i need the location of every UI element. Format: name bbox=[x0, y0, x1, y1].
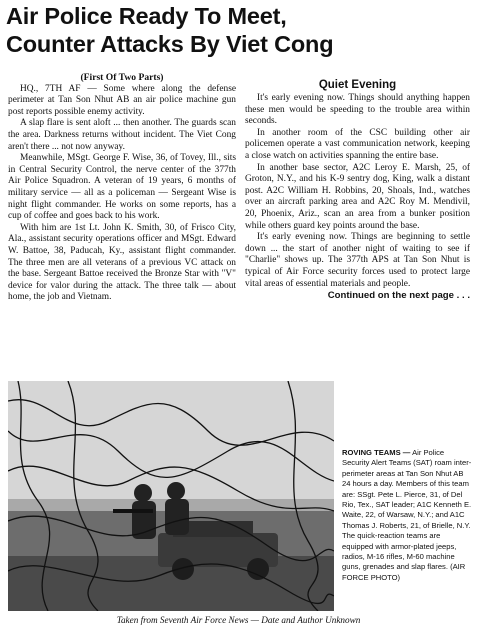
photo-illustration bbox=[8, 381, 334, 611]
caption-lead: ROVING TEAMS — bbox=[342, 448, 411, 457]
source-credit: Taken from Seventh Air Force News — Date and Author Unknown bbox=[116, 615, 361, 625]
paragraph: In another base sector, A2C Leroy E. Marsh, 25, of Groton, N.Y., and his K-9 sentry dog, King, walk a distant post. A2C William H. Robbins, 20, Shoals, Ind., watches over an aircraft parking area and A2C Roy M. Mendivil, 20, Phoenix, Ariz., scan an area from a bunker position while others guard key points around the base. bbox=[245, 162, 470, 231]
right-column bbox=[245, 93, 470, 302]
photo-caption bbox=[342, 448, 472, 583]
headline bbox=[6, 2, 472, 58]
paragraph: HQ., 7TH AF — Some where along the defense perimeter at Tan Son Nhut AB an air police machine gun post reports possible enemy activity. bbox=[8, 83, 236, 117]
continued-note: Continued on the next page . . . bbox=[327, 290, 470, 302]
headline-line-1: Air Police Ready To Meet, bbox=[6, 3, 287, 29]
paragraph: Meanwhile, MSgt. George F. Wise, 36, of Tovey, Ill., sits in Central Security Control, the nerve center of the 377th Air Police Squadron. A veteran of 19 years, 6 months of military service — all as a policeman — Sergeant Wise is night flight commander. He works on some reports, has a cup of coffee and goes back to his work. bbox=[8, 153, 236, 222]
headline-line-2: Counter Attacks By Viet Cong bbox=[6, 31, 334, 57]
left-column bbox=[8, 72, 236, 304]
part-subhead: (First Of Two Parts) bbox=[80, 72, 164, 83]
roving-team-photo bbox=[8, 381, 334, 611]
caption-body: Air Police Security Alert Teams (SAT) roam inter-perimeter areas at Tan Son Nhut AB 24 hours a day. Members of this team are: SSgt. Pete L. Pierce, 31, of Del Rio, Tex., SAT leader; A1C Kenneth E. Waite, 22, of Warsaw, N.Y.; and A1C Thomas J. Roberts, 21, of Brielle, N.Y. The quick-reaction teams are equipped with armor-plated jeeps, radios, M-16 rifles, M-60 machine guns, grenades and slap flares. (AIR FORCE PHOTO) bbox=[342, 448, 472, 582]
paragraph: A slap flare is sent aloft ... then another. The guards scan the area. Darkness returns without incident. The Viet Cong aren't there ... not now anyway. bbox=[8, 118, 236, 152]
section-title: Quiet Evening bbox=[318, 79, 397, 91]
paragraph: With him are 1st Lt. John K. Smith, 30, of Frisco City, Ala., assistant security operations officer and MSgt. Edward W. Battoe, 38, Paducah, Ky., assistant flight commander. The three men are all veterans of a previous VC attack on the base. Sergeant Battoe received the Bronze Star with "V" device for valor during the attack. The three talk — about home, the job and Vietnam. bbox=[8, 222, 236, 303]
paragraph: It's early evening now. Things are beginning to settle down ... the start of another night of waiting to see if "Charlie" shows up. The 377th APS at Tan Son Nhut is typical of Air Force security forces used to protect large vital areas of essential materials and people. bbox=[245, 232, 470, 289]
paragraph: It's early evening now. Things should anything happen these men would be speeding to the trouble area within seconds. bbox=[245, 93, 470, 127]
paragraph: In another room of the CSC building other air policemen operate a vast communication network, keeping a close watch on activities spanning the entire base. bbox=[245, 127, 470, 161]
